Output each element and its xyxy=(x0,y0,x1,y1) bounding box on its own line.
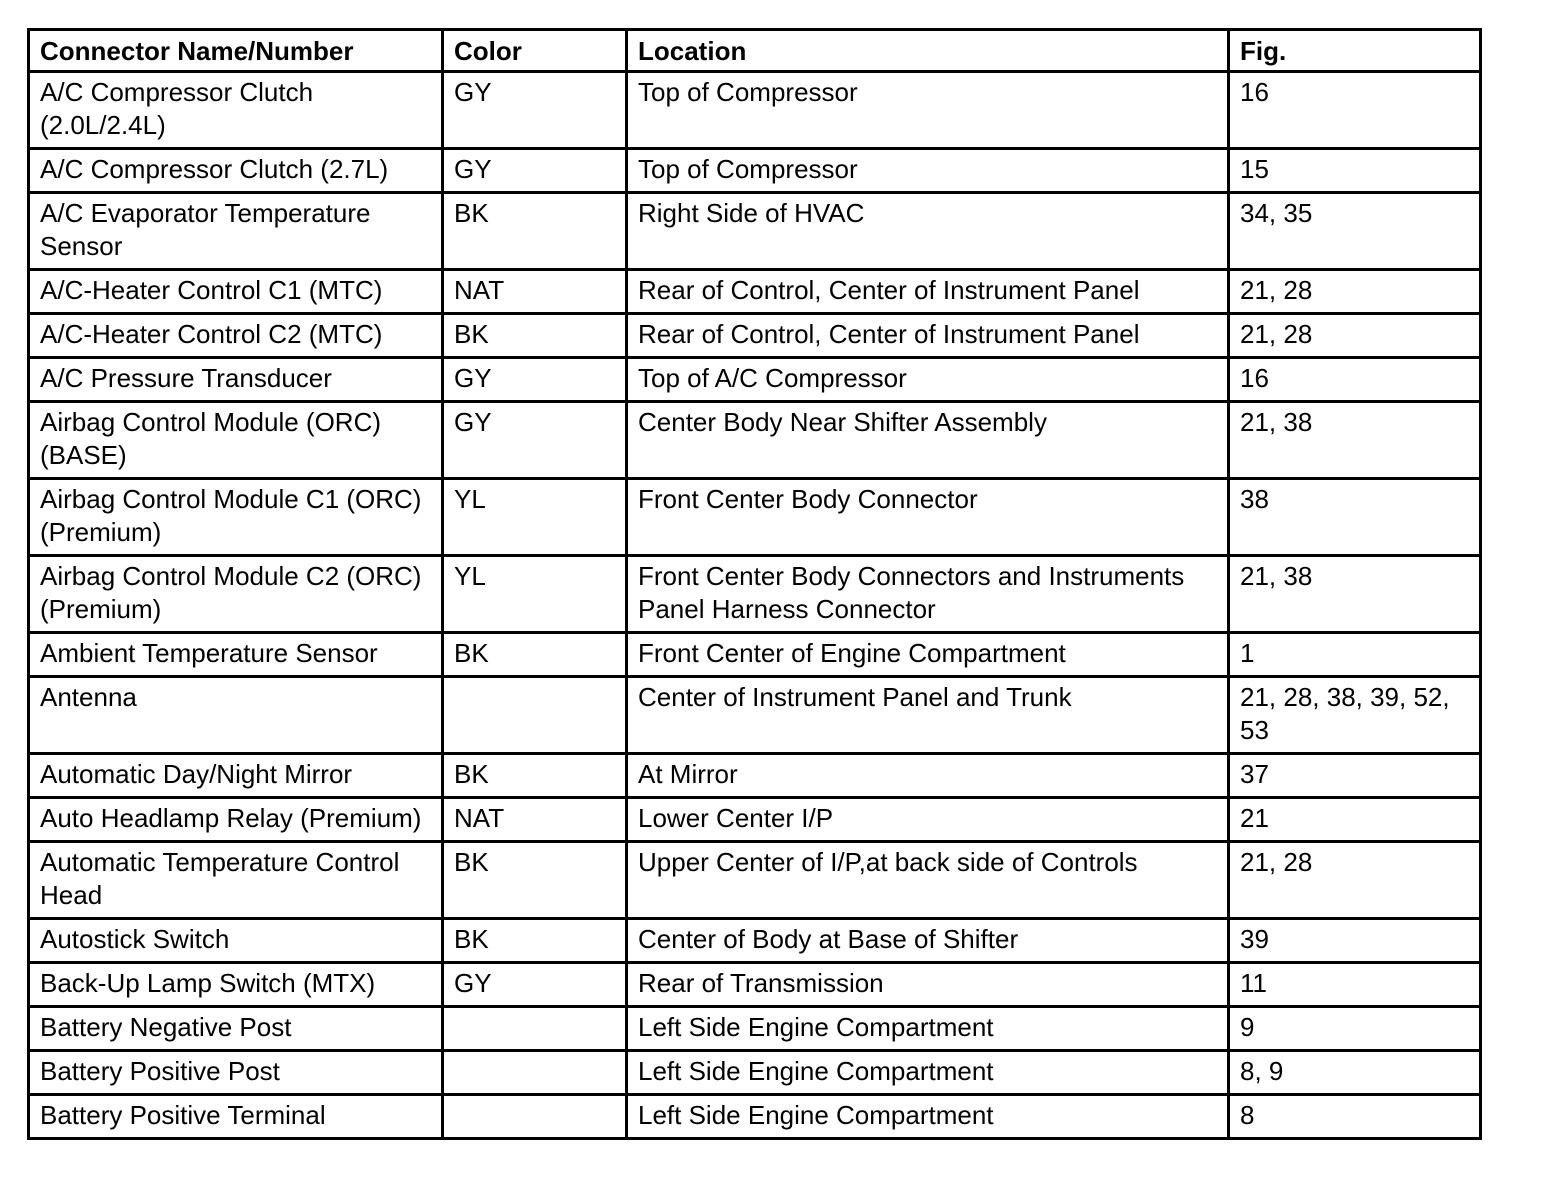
cell-connector-name: Battery Negative Post xyxy=(29,1007,443,1051)
cell-color: BK xyxy=(443,314,627,358)
cell-connector-name: Airbag Control Module C2 (ORC) (Premium) xyxy=(29,556,443,633)
cell-connector-name: A/C Compressor Clutch (2.7L) xyxy=(29,149,443,193)
cell-location: Upper Center of I/P,at back side of Controls xyxy=(627,842,1229,919)
table-row xyxy=(29,479,1481,556)
table-row xyxy=(29,1007,1481,1051)
cell-location: Left Side Engine Compartment xyxy=(627,1095,1229,1139)
table-row xyxy=(29,556,1481,633)
cell-color: GY xyxy=(443,402,627,479)
cell-connector-name: Antenna xyxy=(29,677,443,754)
table-body xyxy=(29,72,1481,1139)
header-location: Location xyxy=(627,30,1229,72)
cell-connector-name: Auto Headlamp Relay (Premium) xyxy=(29,798,443,842)
header-color: Color xyxy=(443,30,627,72)
table-row xyxy=(29,919,1481,963)
cell-connector-name: Back-Up Lamp Switch (MTX) xyxy=(29,963,443,1007)
cell-color: BK xyxy=(443,754,627,798)
cell-color: GY xyxy=(443,149,627,193)
table-row xyxy=(29,754,1481,798)
cell-connector-name: A/C-Heater Control C2 (MTC) xyxy=(29,314,443,358)
table-row xyxy=(29,270,1481,314)
cell-location: Center of Body at Base of Shifter xyxy=(627,919,1229,963)
cell-color: NAT xyxy=(443,270,627,314)
cell-connector-name: A/C Compressor Clutch (2.0L/2.4L) xyxy=(29,72,443,149)
cell-location: Left Side Engine Compartment xyxy=(627,1007,1229,1051)
cell-color xyxy=(443,1095,627,1139)
connector-table xyxy=(27,28,1482,1140)
cell-connector-name: Airbag Control Module (ORC)(BASE) xyxy=(29,402,443,479)
cell-fig: 8, 9 xyxy=(1229,1051,1481,1095)
table-header-row xyxy=(29,30,1481,72)
cell-location: Front Center of Engine Compartment xyxy=(627,633,1229,677)
cell-fig: 21, 38 xyxy=(1229,402,1481,479)
table-row xyxy=(29,798,1481,842)
cell-connector-name: A/C-Heater Control C1 (MTC) xyxy=(29,270,443,314)
cell-fig: 11 xyxy=(1229,963,1481,1007)
cell-location: Rear of Control, Center of Instrument Panel xyxy=(627,314,1229,358)
table-row xyxy=(29,193,1481,270)
cell-fig: 9 xyxy=(1229,1007,1481,1051)
cell-location: Left Side Engine Compartment xyxy=(627,1051,1229,1095)
cell-location: Center of Instrument Panel and Trunk xyxy=(627,677,1229,754)
cell-color: BK xyxy=(443,193,627,270)
cell-color: GY xyxy=(443,963,627,1007)
cell-color xyxy=(443,1007,627,1051)
cell-location: At Mirror xyxy=(627,754,1229,798)
table-row xyxy=(29,149,1481,193)
cell-color: YL xyxy=(443,479,627,556)
cell-color: BK xyxy=(443,633,627,677)
cell-location: Top of Compressor xyxy=(627,72,1229,149)
cell-connector-name: A/C Pressure Transducer xyxy=(29,358,443,402)
cell-connector-name: Autostick Switch xyxy=(29,919,443,963)
cell-fig: 8 xyxy=(1229,1095,1481,1139)
table-row xyxy=(29,963,1481,1007)
cell-color: GY xyxy=(443,358,627,402)
cell-color: BK xyxy=(443,842,627,919)
cell-color xyxy=(443,677,627,754)
cell-location: Front Center Body Connectors and Instruments Panel Harness Connector xyxy=(627,556,1229,633)
cell-fig: 15 xyxy=(1229,149,1481,193)
cell-location: Top of Compressor xyxy=(627,149,1229,193)
cell-color xyxy=(443,1051,627,1095)
cell-fig: 21, 28, 38, 39, 52, 53 xyxy=(1229,677,1481,754)
cell-fig: 37 xyxy=(1229,754,1481,798)
table-row xyxy=(29,402,1481,479)
table-row xyxy=(29,842,1481,919)
header-connector-name: Connector Name/Number xyxy=(29,30,443,72)
table-row xyxy=(29,358,1481,402)
table-row xyxy=(29,633,1481,677)
table-row xyxy=(29,72,1481,149)
cell-location: Top of A/C Compressor xyxy=(627,358,1229,402)
cell-location: Rear of Transmission xyxy=(627,963,1229,1007)
cell-connector-name: Airbag Control Module C1 (ORC) (Premium) xyxy=(29,479,443,556)
table-row xyxy=(29,677,1481,754)
cell-location: Right Side of HVAC xyxy=(627,193,1229,270)
cell-color: YL xyxy=(443,556,627,633)
cell-color: NAT xyxy=(443,798,627,842)
cell-fig: 16 xyxy=(1229,358,1481,402)
cell-color: BK xyxy=(443,919,627,963)
cell-fig: 34, 35 xyxy=(1229,193,1481,270)
cell-fig: 1 xyxy=(1229,633,1481,677)
cell-fig: 21, 28 xyxy=(1229,314,1481,358)
cell-fig: 38 xyxy=(1229,479,1481,556)
cell-fig: 21, 28 xyxy=(1229,842,1481,919)
cell-location: Lower Center I/P xyxy=(627,798,1229,842)
cell-connector-name: Automatic Temperature Control Head xyxy=(29,842,443,919)
cell-connector-name: A/C Evaporator Temperature Sensor xyxy=(29,193,443,270)
cell-fig: 39 xyxy=(1229,919,1481,963)
cell-fig: 21, 38 xyxy=(1229,556,1481,633)
cell-fig: 16 xyxy=(1229,72,1481,149)
cell-fig: 21 xyxy=(1229,798,1481,842)
table-row xyxy=(29,1051,1481,1095)
table-row xyxy=(29,314,1481,358)
cell-connector-name: Automatic Day/Night Mirror xyxy=(29,754,443,798)
cell-connector-name: Battery Positive Post xyxy=(29,1051,443,1095)
cell-location: Front Center Body Connector xyxy=(627,479,1229,556)
cell-connector-name: Ambient Temperature Sensor xyxy=(29,633,443,677)
table-row xyxy=(29,1095,1481,1139)
cell-connector-name: Battery Positive Terminal xyxy=(29,1095,443,1139)
cell-color: GY xyxy=(443,72,627,149)
cell-location: Center Body Near Shifter Assembly xyxy=(627,402,1229,479)
cell-location: Rear of Control, Center of Instrument Panel xyxy=(627,270,1229,314)
cell-fig: 21, 28 xyxy=(1229,270,1481,314)
header-fig: Fig. xyxy=(1229,30,1481,72)
